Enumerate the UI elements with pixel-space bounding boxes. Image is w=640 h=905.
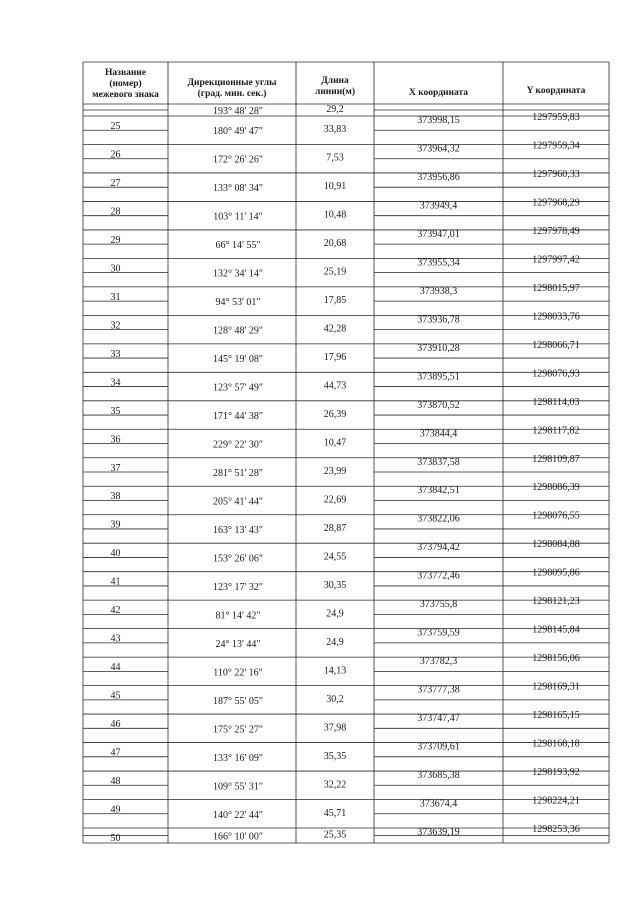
point-x: 373947,01 <box>417 228 460 240</box>
point-y: 1298076,55 <box>532 510 580 522</box>
point-y: 1297959,34 <box>532 140 580 152</box>
point-x: 373964,32 <box>417 143 460 155</box>
point-name: 26 <box>110 149 121 161</box>
point-x: 373949,4 <box>419 200 458 212</box>
header-name-line: (номер) <box>109 79 142 89</box>
point-name: 44 <box>110 662 121 674</box>
point-y: 1298015,97 <box>532 282 580 294</box>
point-name: 28 <box>110 206 121 218</box>
segment-length: 30,35 <box>323 579 347 591</box>
segment-length: 10,48 <box>323 209 347 221</box>
point-name: 42 <box>110 605 121 617</box>
header-angle-line: Дирекционные углы <box>187 78 277 88</box>
point-y: 1298169,31 <box>532 681 580 693</box>
segment-angle: 193° 48' 28" <box>213 106 263 117</box>
header-length-line: Длина <box>321 76 349 86</box>
point-x: 373777,38 <box>417 684 460 696</box>
segment-angle: 123° 57' 49" <box>213 382 263 394</box>
segment-angle: 180° 49' 47" <box>213 126 263 138</box>
point-name: 49 <box>110 804 121 816</box>
point-name: 36 <box>110 434 121 446</box>
segment-length: 7,53 <box>326 152 344 164</box>
point-x: 373674,4 <box>419 798 458 810</box>
point-name: 32 <box>110 320 121 332</box>
segment-angle: 166° 10' 00" <box>213 831 263 843</box>
segment-angle: 132° 34' 14" <box>213 268 263 280</box>
segment-angle: 229° 22' 30" <box>213 439 263 451</box>
point-y: 1297959,83 <box>532 112 580 123</box>
segment-angle: 175° 25' 27" <box>213 724 263 736</box>
point-y: 1298168,18 <box>532 738 580 750</box>
segment-length: 22,69 <box>323 494 347 506</box>
point-x: 373755,8 <box>419 599 458 611</box>
segment-length: 24,9 <box>326 636 344 648</box>
point-y: 1298076,93 <box>532 368 580 380</box>
point-y: 1298109,87 <box>532 453 580 465</box>
header-x: X координата <box>408 88 469 98</box>
segment-length: 33,83 <box>323 124 347 136</box>
segment-length: 17,85 <box>323 295 347 307</box>
point-name: 46 <box>110 719 121 731</box>
point-x: 373822,06 <box>417 513 460 525</box>
point-name: 40 <box>110 548 121 560</box>
point-y: 1298165,15 <box>532 710 580 722</box>
point-name-column <box>111 121 121 844</box>
segment-length: 20,68 <box>323 238 347 250</box>
segment-angle: 153° 26' 06" <box>213 553 263 565</box>
point-y: 1298114,03 <box>532 396 580 408</box>
segment-length: 17,96 <box>323 352 347 364</box>
point-name: 50 <box>110 833 121 844</box>
point-name: 30 <box>110 263 121 275</box>
segment-length: 32,22 <box>323 779 347 791</box>
segment-length: 37,98 <box>323 722 347 734</box>
point-x: 373837,58 <box>417 456 460 468</box>
segment-angle: 109° 55' 31" <box>213 781 263 793</box>
point-name: 45 <box>110 690 121 702</box>
segment-columns <box>213 104 346 843</box>
point-x: 373910,28 <box>417 342 460 354</box>
point-y: 1298145,84 <box>532 624 580 636</box>
segment-length: 24,55 <box>323 551 347 563</box>
coordinate-columns <box>417 112 580 838</box>
header-name-line: Название <box>104 68 147 78</box>
segment-angle: 24° 13' 44" <box>215 638 261 650</box>
point-x: 373685,38 <box>417 770 460 782</box>
point-x: 373759,59 <box>417 627 460 639</box>
point-name: 34 <box>110 377 121 389</box>
segment-angle: 205° 41' 44" <box>213 496 263 508</box>
header-y: Y координата <box>526 86 586 96</box>
segment-angle: 110° 22' 16" <box>213 667 263 679</box>
point-name: 43 <box>110 633 121 645</box>
segment-length: 24,9 <box>326 608 344 620</box>
segment-angle: 281° 51' 28" <box>213 468 263 479</box>
point-x: 373895,51 <box>417 371 460 383</box>
point-y: 1297978,49 <box>532 225 580 237</box>
segment-length: 29,2 <box>326 104 344 115</box>
segment-angle: 81° 14' 42" <box>215 610 261 622</box>
point-y: 1298033,76 <box>532 311 580 323</box>
point-name: 41 <box>110 576 121 588</box>
point-x: 373955,34 <box>417 257 460 269</box>
segment-length: 25,19 <box>323 266 347 278</box>
point-name: 35 <box>110 405 121 417</box>
point-x: 373747,47 <box>417 713 460 725</box>
point-name: 39 <box>110 519 121 531</box>
point-y: 1298224,21 <box>532 795 580 807</box>
point-x: 373782,3 <box>419 656 458 668</box>
point-y: 1298095,86 <box>532 567 580 579</box>
segment-angle: 187° 55' 05" <box>213 695 263 707</box>
segment-length: 45,71 <box>323 807 347 819</box>
point-x: 373938,3 <box>419 285 458 297</box>
point-y: 1298253,36 <box>532 824 580 835</box>
point-name: 27 <box>110 177 121 189</box>
segment-angle: 163° 13' 43" <box>213 524 263 536</box>
point-x: 373998,15 <box>417 115 460 126</box>
point-y: 1298066,71 <box>532 339 580 351</box>
point-y: 1298117,82 <box>532 425 580 437</box>
header-length-line: линии(м) <box>314 87 356 97</box>
segment-length: 28,87 <box>323 522 347 534</box>
segment-length: 30,2 <box>326 693 344 705</box>
point-name: 31 <box>110 291 121 303</box>
point-y: 1298121,23 <box>532 596 580 608</box>
point-x: 373870,52 <box>417 399 460 411</box>
point-name: 47 <box>110 747 121 759</box>
header-name-line: межевого знака <box>92 90 159 100</box>
segment-angle: 103° 11' 14" <box>213 211 263 223</box>
point-y: 1298086,39 <box>532 482 580 494</box>
point-name: 29 <box>110 234 121 246</box>
segment-angle: 123° 17' 32" <box>213 581 263 593</box>
segment-angle: 66° 14' 55" <box>215 240 261 252</box>
segment-length: 35,35 <box>323 750 347 762</box>
segment-length: 10,47 <box>323 437 347 449</box>
segment-angle: 171° 44' 38" <box>213 411 263 423</box>
point-y: 1298156,06 <box>532 653 580 665</box>
segment-length: 44,73 <box>323 380 347 392</box>
point-x: 373956,86 <box>417 171 460 183</box>
segment-length: 26,39 <box>323 409 347 421</box>
point-x: 373936,78 <box>417 314 460 326</box>
point-y: 1298193,92 <box>532 767 580 779</box>
segment-angle: 128° 48' 29" <box>213 325 263 337</box>
segment-length: 42,28 <box>323 323 347 335</box>
segment-length: 14,13 <box>323 665 347 677</box>
point-y: 1297997,42 <box>532 254 580 266</box>
segment-angle: 94° 53' 01" <box>215 297 261 309</box>
segment-angle: 133° 16' 09" <box>213 752 263 764</box>
point-x: 373772,46 <box>417 570 460 582</box>
point-x: 373639,19 <box>417 827 460 838</box>
point-x: 373844,4 <box>419 428 458 440</box>
segment-length: 23,99 <box>323 466 347 477</box>
header-angle-line: (град. мин. сек.) <box>197 89 267 99</box>
segment-angle: 133° 08' 34" <box>213 183 263 195</box>
point-name: 48 <box>110 776 121 788</box>
point-x: 373794,42 <box>417 542 460 554</box>
point-x: 373709,61 <box>417 741 460 753</box>
segment-length: 25,35 <box>323 829 347 841</box>
table-header <box>92 68 585 100</box>
point-name: 37 <box>110 462 121 474</box>
point-x: 373842,51 <box>417 485 460 497</box>
point-y: 1298084,88 <box>532 539 580 551</box>
point-name: 25 <box>110 121 121 132</box>
point-y: 1297968,29 <box>532 197 580 209</box>
segment-angle: 172° 26' 26" <box>213 154 263 166</box>
segment-angle: 140° 22' 44" <box>213 809 263 821</box>
segment-angle: 145° 19' 08" <box>213 354 263 366</box>
point-y: 1297960,33 <box>532 168 580 180</box>
segment-length: 10,91 <box>323 181 347 193</box>
point-name: 33 <box>110 348 121 360</box>
point-name: 38 <box>110 491 121 503</box>
